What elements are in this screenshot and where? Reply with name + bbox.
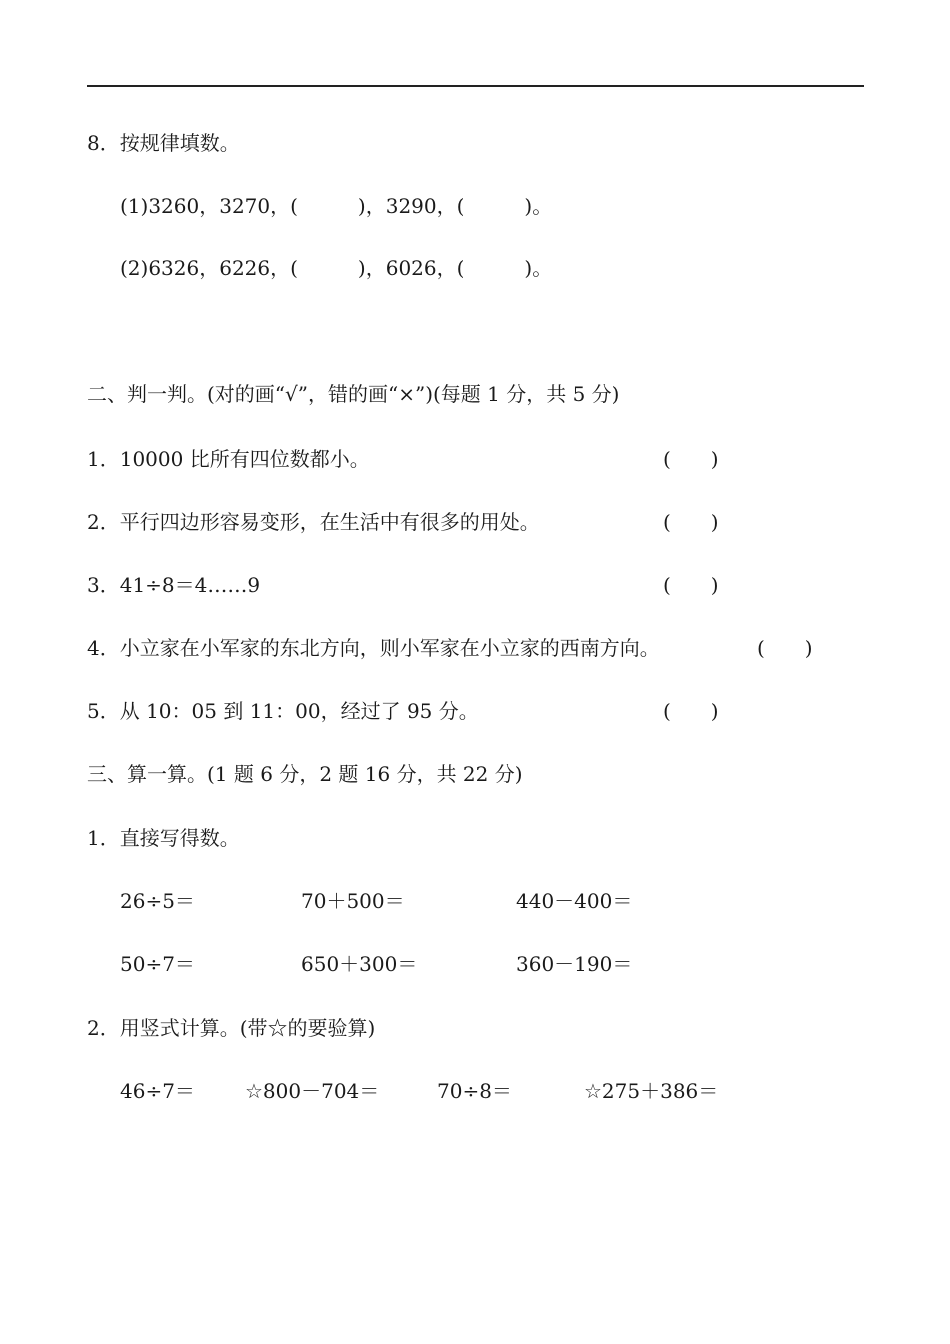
section3-title: 三、算一算。(1 题 6 分，2 题 16 分，共 22 分) bbox=[87, 762, 523, 786]
calc-1-1: 26÷5＝ bbox=[120, 889, 195, 913]
q8-title: 8．按规律填数。 bbox=[87, 131, 240, 155]
judge-item-5: 5．从 10：05 到 11：00，经过了 95 分。 bbox=[87, 699, 479, 723]
answer-paren-2[interactable]: ( ) bbox=[663, 510, 719, 534]
vertical-calc-1: 46÷7＝ bbox=[120, 1079, 195, 1103]
section2-title: 二、判一判。(对的画“√”，错的画“×”)(每题 1 分，共 5 分) bbox=[87, 382, 620, 406]
vertical-calc-4: ☆275＋386＝ bbox=[584, 1079, 719, 1103]
judge-item-1: 1．10000 比所有四位数都小。 bbox=[87, 447, 370, 471]
calc-2-1: 50÷7＝ bbox=[120, 952, 195, 976]
calc-2-2: 650＋300＝ bbox=[301, 952, 418, 976]
q8-line-1: (1)3260，3270，( )，3290，( )。 bbox=[120, 194, 553, 218]
answer-paren-4[interactable]: ( ) bbox=[757, 636, 813, 660]
judge-item-3: 3．41÷8＝4……9 bbox=[87, 573, 261, 597]
calc-2-3: 360－190＝ bbox=[516, 952, 633, 976]
vertical-calc-2: ☆800－704＝ bbox=[245, 1079, 380, 1103]
calc-q2-title: 2．用竖式计算。(带☆的要验算) bbox=[87, 1016, 376, 1040]
vertical-calc-3: 70÷8＝ bbox=[437, 1079, 512, 1103]
judge-item-2: 2．平行四边形容易变形，在生活中有很多的用处。 bbox=[87, 510, 540, 534]
header-rule bbox=[87, 85, 864, 87]
calc-1-3: 440－400＝ bbox=[516, 889, 633, 913]
q8-line-2: (2)6326，6226，( )，6026，( )。 bbox=[120, 256, 553, 280]
answer-paren-5[interactable]: ( ) bbox=[663, 699, 719, 723]
calc-q1-title: 1．直接写得数。 bbox=[87, 826, 240, 850]
judge-item-4: 4．小立家在小军家的东北方向，则小军家在小立家的西南方向。 bbox=[87, 636, 660, 660]
calc-1-2: 70＋500＝ bbox=[301, 889, 405, 913]
answer-paren-1[interactable]: ( ) bbox=[663, 447, 719, 471]
answer-paren-3[interactable]: ( ) bbox=[663, 573, 719, 597]
